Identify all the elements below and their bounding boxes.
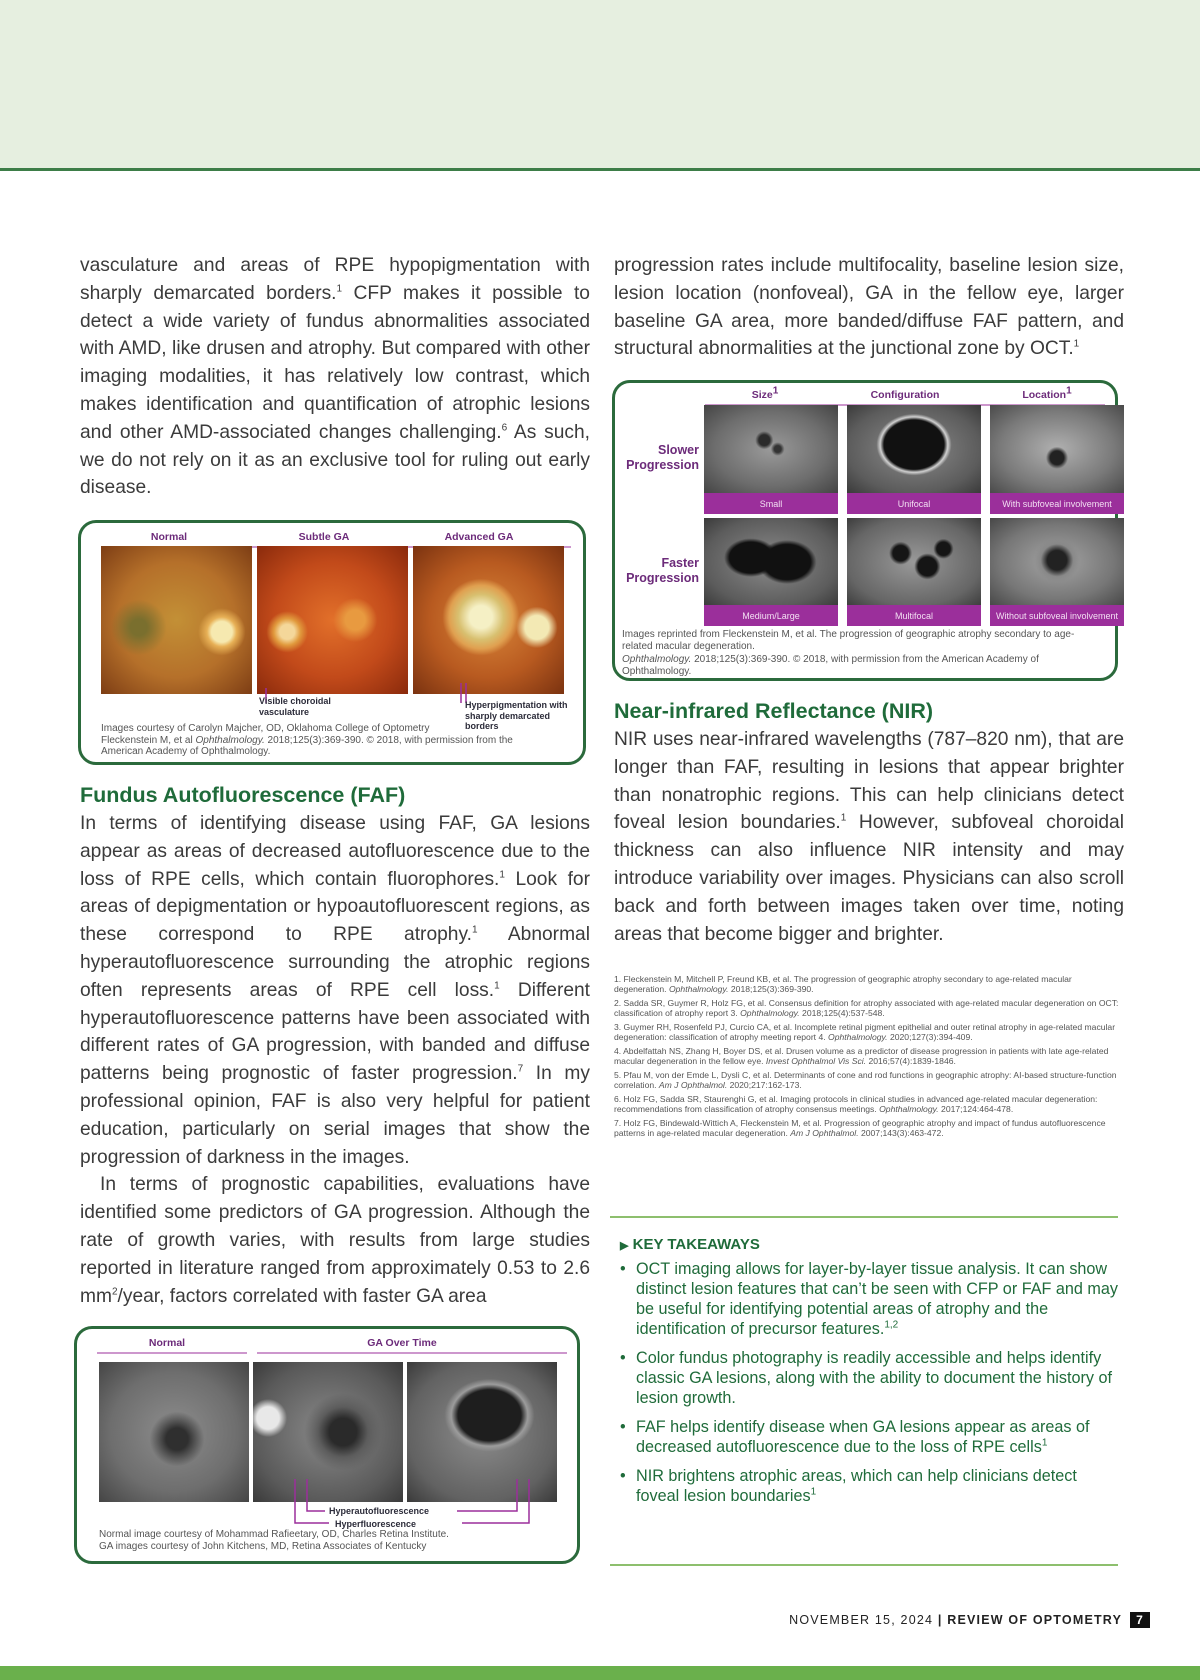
reference-item: 6. Holz FG, Sadda SR, Staurenghi G, et al. Imaging protocols in clinical studies in advanced age-related macular degeneration: recommendations from classification of atrophy consensus meetings. Ophthalmology. 2017;124:464-478. xyxy=(614,1094,1098,1114)
bar-medium-large: Medium/Large xyxy=(704,605,838,626)
bar-unifocal: Unifocal xyxy=(847,493,981,514)
faf-config-unifocal xyxy=(847,405,981,493)
annotation-hyperautofluorescence: Hyperautofluorescence xyxy=(329,1506,430,1516)
references xyxy=(614,974,1122,1142)
left-column xyxy=(80,252,590,502)
faf-paragraph-2: In terms of prognostic capabilities, evaluations have identified some predictors of GA progression. Although the rate of growth varies, with results from large studies reported in literature ranged from approximately 0.53 to 2.6 $mm^2$/year, factors correlated with faster GA area xyxy=(80,1174,590,1307)
key-takeaways-title: ▶ KEY TAKEAWAYS xyxy=(620,1236,760,1253)
bar-multifocal: Multifocal xyxy=(847,605,981,626)
nir-heading: Near-infrared Reflectance (NIR) xyxy=(614,699,934,723)
figure-label-advanced-ga: Advanced GA xyxy=(444,531,514,543)
faf-location-subfoveal xyxy=(990,405,1124,493)
bar-small: Small xyxy=(704,493,838,514)
faf-config-multifocal xyxy=(847,518,981,606)
footer-band xyxy=(0,1666,1200,1680)
figure-cfp-caption: Images courtesy of Carolyn Majcher, OD, Oklahoma College of Optometry Fleckenstein M, et al Ophthalmology. 2018;125(3):369-390. © 2018, with permission from the American Academy of Ophthalmology. xyxy=(101,723,513,757)
takeaway-item: • OCT imaging allows for layer-by-layer tissue analysis. It can show distinct lesion features that can’t be seen with CFP or FAF and may be useful for identifying potential areas of atrophy and the identification of precursor features.$^{1,2}$ xyxy=(620,1259,1120,1339)
row-label-slower: Slower Progression xyxy=(626,443,699,472)
annotation-hyperfluorescence: Hyperfluorescence xyxy=(335,1519,417,1529)
figure-label-subtle-ga: Subtle GA xyxy=(298,531,350,543)
figure-ga-caption: Normal image courtesy of Mohammad Rafieetary, OD, Charles Retina Institute. GA images courtesy of John Kitchens, MD, Retina Associates of Kentucky xyxy=(99,1529,449,1552)
reference-item: 2. Sadda SR, Guymer R, Holz FG, et al. Consensus definition for atrophy associated with age-related macular degeneration on OCT: classification of atrophy report 3. Ophthalmology. 2018;125(4):537-548. xyxy=(614,998,1119,1018)
key-takeaways xyxy=(620,1236,1120,1515)
right-column xyxy=(614,252,1124,363)
footer-date: NOVEMBER 15, 2024 xyxy=(789,1613,934,1627)
annotation-choroidal-vasculature: Visible choroidal vasculature xyxy=(259,696,331,717)
faf-section xyxy=(80,780,590,1310)
triangle-icon: ▶ xyxy=(620,1240,629,1252)
key-takeaways-list xyxy=(620,1259,1120,1506)
faf-location-without-subfoveal xyxy=(990,518,1124,606)
figure-cfp xyxy=(78,520,586,765)
figure-ga-over-time xyxy=(74,1326,580,1564)
column-label-configuration: Configuration xyxy=(870,389,940,401)
nir-section xyxy=(614,696,1124,948)
takeaways-bottom-rule xyxy=(610,1564,1118,1566)
footer-publication: REVIEW OF OPTOMETRY xyxy=(947,1613,1123,1627)
column-label-size: Size$^1$ xyxy=(751,385,779,401)
takeaway-item: • Color fundus photography is readily accessible and helps identify classic GA lesions, along with the ability to document the history of lesion growth. xyxy=(620,1348,1120,1408)
reference-item: 7. Holz FG, Bindewald-Wittich A, Fleckenstein M, et al. Progression of geographic atrophy and impact of fundus autofluorescence patterns in age-related macular degeneration. Am J Ophthalmol. 2007;143(3):463-472. xyxy=(614,1118,1106,1138)
faf-size-small xyxy=(704,405,838,493)
figure-label-normal-faf: Normal xyxy=(148,1337,186,1349)
page-footer xyxy=(789,1612,1150,1628)
nir-paragraph: NIR uses near-infrared wavelengths (787–820 nm), that are longer than FAF, resulting in lesions that appear brighter than nonatrophic regions. This can help clinicians detect foveal lesion boundaries.$^1$ However, subfoveal choroidal thickness can also influence NIR intensity and may introduce variability over images. Physicians can also scroll back and forth between images taken over time, noting areas that become bigger and brighter. xyxy=(614,729,1124,945)
column-label-location: Location$^1$ xyxy=(1022,385,1072,401)
figure-label-ga-over-time: GA Over Time xyxy=(367,1337,437,1349)
faf-size-large xyxy=(704,518,838,606)
footer-separator: | xyxy=(933,1613,948,1627)
figure-label-normal: Normal xyxy=(150,531,188,543)
reference-item: 5. Pfau M, von der Emde L, Dysli C, et al. Determinants of cone and rod functions in geographic atrophy: AI-based structure-function correlation. Am J Ophthalmol. 2020;217:162-173. xyxy=(614,1070,1117,1090)
reference-item: 4. Abdelfattah NS, Zhang H, Boyer DS, et al. Drusen volume as a predictor of disease progression in patients with late age-related macular degeneration in the fellow eye. Invest Ophthalmol Vis Sci. 2016;57(4):1839-1846. xyxy=(614,1046,1109,1066)
bar-with-subfoveal: With subfoveal involvement xyxy=(990,493,1124,514)
bar-without-subfoveal: Without subfoveal involvement xyxy=(990,605,1124,626)
takeaways-top-rule xyxy=(610,1216,1118,1218)
row-label-faster: Faster Progression xyxy=(626,556,699,585)
header-band xyxy=(0,0,1200,171)
progression-paragraph: progression rates include multifocality, baseline lesion size, lesion location (nonfoveal), GA in the fellow eye, larger baseline GA area, more banded/diffuse FAF pattern, and structural abnormalities at the junctional zone by OCT.$^1$ xyxy=(614,255,1124,360)
figure-progression xyxy=(612,380,1118,681)
reference-item: 1. Fleckenstein M, Mitchell P, Freund KB, et al. The progression of geographic atrophy secondary to age-related macular degeneration. Ophthalmology. 2018;125(3):369-390. xyxy=(614,974,1072,994)
takeaway-item: • NIR brightens atrophic areas, which can help clinicians detect foveal lesion boundaries$^1$ xyxy=(620,1466,1120,1506)
annotation-hyperpigmentation: Hyperpigmentation with sharply demarcated borders xyxy=(465,700,568,731)
reference-item: 3. Guymer RH, Rosenfeld PJ, Curcio CA, et al. Incomplete retinal pigment epithelial and outer retinal atrophy in age-related macular degeneration: classification of atrophy meeting report 4. Ophthalmology. 2020;127(3):394-409. xyxy=(614,1022,1116,1042)
faf-heading: Fundus Autofluorescence (FAF) xyxy=(80,783,406,807)
takeaway-item: • FAF helps identify disease when GA lesions appear as areas of decreased autofluorescence due to the loss of RPE cells$^1$ xyxy=(620,1417,1120,1457)
faf-paragraph-1: In terms of identifying disease using FAF, GA lesions appear as areas of decreased autofluorescence due to the loss of RPE cells, which contain fluorophores.$^1$ Look for areas of depigmentation or hypoautofluorescent regions, as these correspond to RPE atrophy.$^1$ Abnormal hyperautofluorescence surrounding the atrophic regions often represents areas of RPE cell loss.$^1$ Different hyperautofluorescence patterns have been associated with different rates of GA progression, with banded and diffuse patterns being prognostic of faster progression.$^7$ In my professional opinion, FAF is also very helpful for patient education, particularly on serial images that show the progression of darkness in the images. xyxy=(80,813,591,1168)
figure-progression-caption: Images reprinted from Fleckenstein M, et al. The progression of geographic atrophy secondary to age-related macular degeneration. Ophthalmology. 2018;125(3):369-390. © 2018, with permission from the American Academy of Ophthalmology. xyxy=(622,629,1075,677)
cfp-paragraph: vasculature and areas of RPE hypopigmentation with sharply demarcated borders.$^1$ CFP makes it possible to detect a wide variety of fundus abnormalities associated with AMD, like drusen and atrophy. But compared with other imaging modalities, it has relatively low contrast, which makes identification and quantification of atrophic lesions and other AMD-associated changes challenging.$^6$ As such, we do not rely on it as an exclusive tool for ruling out early disease. xyxy=(80,255,590,499)
page-number: 7 xyxy=(1130,1612,1150,1628)
